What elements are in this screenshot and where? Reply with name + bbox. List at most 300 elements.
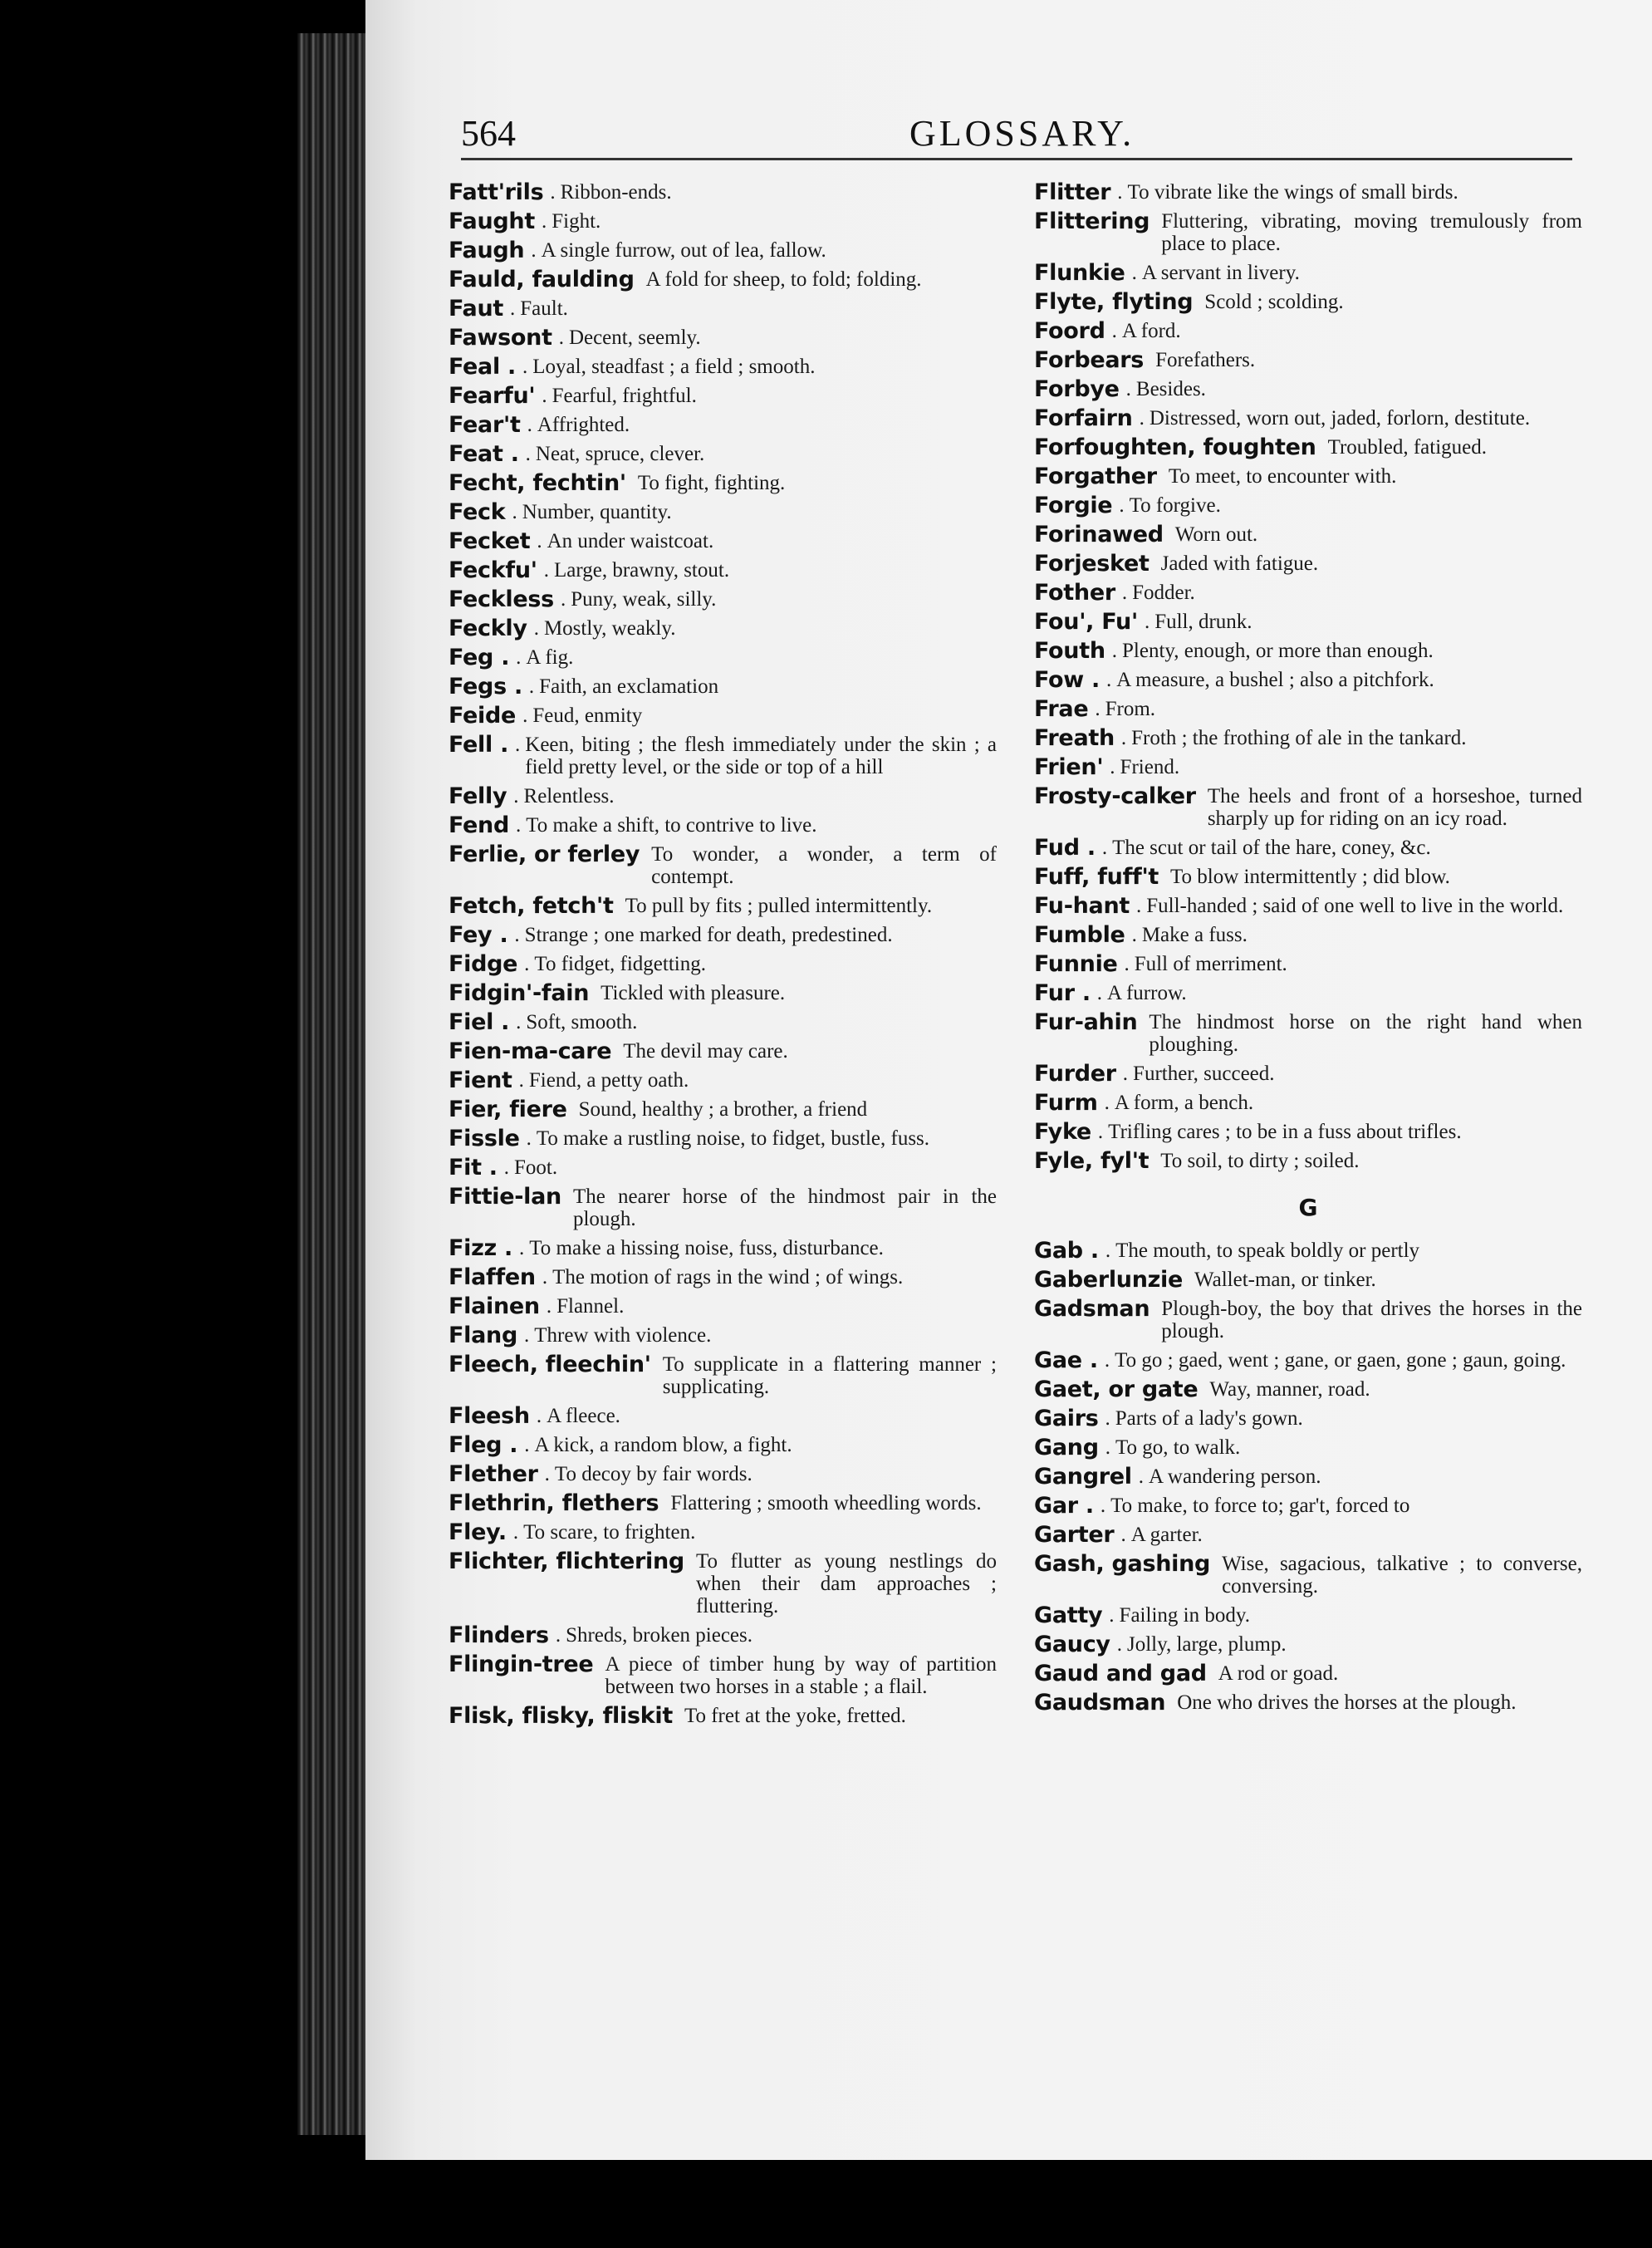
leader-dot: . xyxy=(512,1521,519,1544)
leader-dot: . xyxy=(555,1624,561,1647)
leader-dot: . xyxy=(550,181,556,204)
leader-dot: . xyxy=(510,297,516,320)
headword: Fizz . xyxy=(449,1235,512,1261)
leader-dot: . xyxy=(1125,378,1131,400)
headword: Feck xyxy=(449,499,506,525)
leader-dot: . xyxy=(1101,837,1108,859)
headword: Forfoughten, foughten xyxy=(1034,434,1316,460)
headword: Forgie xyxy=(1034,493,1113,518)
glossary-entry xyxy=(449,239,997,262)
leader-dot: . xyxy=(1111,320,1117,342)
definition: Fodder. xyxy=(1132,582,1195,604)
definition: The hindmost horse on the right hand when ploughing. xyxy=(1149,1011,1582,1056)
leader-dot: . xyxy=(1111,640,1117,662)
headword: Fey . xyxy=(449,922,508,948)
definition: Froth ; the frothing of ale in the tankard. xyxy=(1131,727,1467,749)
definition: To wonder, a wonder, a term of contempt. xyxy=(651,843,997,888)
headword: Forgather xyxy=(1034,464,1157,489)
headword: Gaudsman xyxy=(1034,1690,1166,1715)
leader-dot: . xyxy=(1124,953,1130,975)
leader-dot: . xyxy=(528,675,535,698)
headword: Fiel . xyxy=(449,1009,510,1035)
headword: Flether xyxy=(449,1461,538,1487)
glossary-entry xyxy=(1034,523,1582,546)
glossary-entry xyxy=(1034,1553,1582,1598)
glossary-entry xyxy=(449,1705,997,1727)
headword: Fud . xyxy=(1034,835,1096,861)
glossary-entry xyxy=(1034,866,1582,888)
leader-dot: . xyxy=(527,414,532,436)
leader-dot: . xyxy=(546,1295,552,1318)
headword: Fu-hant xyxy=(1034,893,1130,919)
leader-dot: . xyxy=(524,953,530,975)
headword: Fend xyxy=(449,812,510,838)
headword: Freath xyxy=(1034,725,1115,751)
glossary-entry xyxy=(449,356,997,378)
headword: Flisk, flisky, fliskit xyxy=(449,1703,673,1729)
glossary-entry xyxy=(449,1098,997,1121)
headword: Fient xyxy=(449,1068,512,1093)
headword: Fyle, fyl't xyxy=(1034,1148,1150,1174)
headword: Fittie-lan xyxy=(449,1184,561,1210)
definition: A garter. xyxy=(1130,1524,1203,1546)
leader-dot: . xyxy=(1105,1407,1110,1430)
definition: Fiend, a petty oath. xyxy=(528,1069,689,1092)
glossary-entry xyxy=(1034,436,1582,459)
definition: Parts of a lady's gown. xyxy=(1115,1407,1303,1430)
headword: Felly xyxy=(449,783,507,809)
headword: Fley. xyxy=(449,1519,507,1545)
definition: A rod or goad. xyxy=(1218,1662,1339,1685)
definition: A furrow. xyxy=(1107,982,1187,1004)
glossary-entry xyxy=(1034,1121,1582,1143)
headword: Gaet, or gate xyxy=(1034,1377,1199,1402)
glossary-entry xyxy=(449,501,997,523)
headword: Garter xyxy=(1034,1522,1115,1548)
glossary-entry xyxy=(449,1492,997,1514)
headword: Fleesh xyxy=(449,1403,530,1429)
definition: Foot. xyxy=(514,1156,558,1179)
leader-dot: . xyxy=(537,530,542,552)
definition: Failing in body. xyxy=(1119,1604,1250,1627)
leader-dot: . xyxy=(1119,494,1125,517)
glossary-entry xyxy=(449,895,997,917)
headword: Forfairn xyxy=(1034,405,1133,431)
definition: To soil, to dirty ; soiled. xyxy=(1160,1150,1360,1172)
glossary-entry xyxy=(449,1353,997,1398)
leader-dot: . xyxy=(1121,582,1128,604)
headword: Fuff, fuff't xyxy=(1034,864,1159,890)
glossary-entry xyxy=(1034,1269,1582,1291)
definition: Affrighted. xyxy=(537,414,630,436)
leader-dot: . xyxy=(1104,1092,1110,1114)
headword: Feckless xyxy=(449,587,554,612)
definition: The nearer horse of the hindmost pair in the plough. xyxy=(572,1185,997,1230)
definition: To vibrate like the wings of small birds. xyxy=(1127,181,1458,204)
headword: Forinawed xyxy=(1034,522,1164,547)
definition: To flutter as young nestlings do when their dam approaches ; fluttering. xyxy=(695,1550,997,1617)
leader-dot: . xyxy=(560,588,566,611)
headword: Funnie xyxy=(1034,951,1118,977)
headword: Faugh xyxy=(449,238,525,263)
definition: Ribbon-ends. xyxy=(560,181,672,204)
leader-dot: . xyxy=(1106,669,1112,691)
headword: Flunkie xyxy=(1034,260,1125,286)
glossary-entry xyxy=(1034,837,1582,859)
glossary-entry xyxy=(1034,1239,1582,1262)
definition: To forgive. xyxy=(1129,494,1221,517)
definition: A wandering person. xyxy=(1148,1465,1321,1488)
headword: Fecket xyxy=(449,528,531,554)
headword: Fleech, fleechin' xyxy=(449,1352,651,1377)
headword: Fauld, faulding xyxy=(449,267,635,292)
leader-dot: . xyxy=(543,559,550,582)
glossary-entry xyxy=(1034,378,1582,400)
glossary-entry xyxy=(449,559,997,582)
glossary-entry xyxy=(1034,1298,1582,1342)
glossary-entry xyxy=(449,1237,997,1259)
definition: The mouth, to speak boldly or pertly xyxy=(1115,1239,1420,1262)
glossary-entry xyxy=(1034,1063,1582,1085)
definition: Wallet-man, or tinker. xyxy=(1194,1269,1376,1291)
headword: Gaberlunzie xyxy=(1034,1267,1184,1293)
headword: Flang xyxy=(449,1323,517,1348)
headword: Fetch, fetch't xyxy=(449,893,614,919)
definition: To make a hissing noise, fuss, disturbance. xyxy=(529,1237,884,1259)
leader-dot: . xyxy=(1120,1524,1126,1546)
glossary-entry xyxy=(1034,210,1582,255)
definition: Fight. xyxy=(551,210,601,233)
definition: Jolly, large, plump. xyxy=(1126,1633,1287,1656)
glossary-entry xyxy=(449,1624,997,1647)
headword: Frien' xyxy=(1034,754,1104,780)
definition: Full, drunk. xyxy=(1154,611,1252,633)
definition: Flannel. xyxy=(556,1295,625,1318)
glossary-entry xyxy=(1034,1662,1582,1685)
headword: Gaud and gad xyxy=(1034,1661,1207,1686)
leader-dot: . xyxy=(516,646,522,669)
glossary-entry xyxy=(449,675,997,698)
glossary-entry xyxy=(449,1185,997,1230)
definition: To make, to force to; gar't, forced to xyxy=(1110,1495,1410,1517)
definition: To scare, to frighten. xyxy=(523,1521,696,1544)
glossary-entry xyxy=(1034,1407,1582,1430)
leader-dot: . xyxy=(544,1463,550,1485)
headword: Fear't xyxy=(449,412,521,438)
glossary-entry xyxy=(1034,1378,1582,1401)
definition: Worn out. xyxy=(1174,523,1258,546)
section-letter-g: G xyxy=(1298,1194,1318,1221)
headword: Fyke xyxy=(1034,1119,1091,1145)
glossary-entry xyxy=(449,210,997,233)
leader-dot: . xyxy=(519,1237,525,1259)
leader-dot: . xyxy=(1120,727,1127,749)
leader-dot: . xyxy=(1144,611,1150,633)
headword: Feal . xyxy=(449,354,516,380)
headword: Fur . xyxy=(1034,980,1091,1006)
definition: Troubled, fatigued. xyxy=(1327,436,1488,459)
definition: To blow intermittently ; did blow. xyxy=(1170,866,1450,888)
leader-dot: . xyxy=(523,1324,530,1347)
leader-dot: . xyxy=(536,1405,542,1427)
definition: Puny, weak, silly. xyxy=(571,588,717,611)
glossary-entry xyxy=(1034,953,1582,975)
headword: Feckfu' xyxy=(449,557,537,583)
headword: Furder xyxy=(1034,1061,1116,1087)
headword: Fidge xyxy=(449,951,518,977)
headword: Gang xyxy=(1034,1435,1099,1460)
definition: Neat, spruce, clever. xyxy=(535,443,705,465)
headword: Fleg . xyxy=(449,1432,518,1458)
glossary-entry xyxy=(1034,1604,1582,1627)
glossary-entry xyxy=(1034,407,1582,429)
definition: Shreds, broken pieces. xyxy=(566,1624,753,1647)
definition: A fleece. xyxy=(547,1405,620,1427)
leader-dot: . xyxy=(522,356,528,378)
headword: Fissle xyxy=(449,1126,520,1151)
definition: Plough-boy, the boy that drives the horses in the plough. xyxy=(1161,1298,1582,1342)
glossary-entry xyxy=(1034,1349,1582,1372)
glossary-entry xyxy=(1034,669,1582,691)
glossary-entry xyxy=(1034,320,1582,342)
glossary-entry xyxy=(449,1405,997,1427)
definition: A servant in livery. xyxy=(1141,262,1300,284)
definition: Distressed, worn out, jaded, forlorn, destitute. xyxy=(1149,407,1531,429)
definition: Soft, smooth. xyxy=(526,1011,638,1033)
definition: An under waistcoat. xyxy=(547,530,714,552)
glossary-entry xyxy=(1034,924,1582,946)
definition: Forefathers. xyxy=(1155,349,1256,371)
headword: Fother xyxy=(1034,580,1115,606)
glossary-entry xyxy=(449,1011,997,1033)
headword: Flitter xyxy=(1034,179,1111,205)
leader-dot: . xyxy=(524,1434,530,1456)
definition: Friend. xyxy=(1120,756,1180,778)
glossary-entry xyxy=(449,924,997,946)
definition: Further, succeed. xyxy=(1133,1063,1275,1085)
headword: Forbears xyxy=(1034,347,1145,373)
leader-dot: . xyxy=(542,1266,548,1288)
headword: Feckly xyxy=(449,616,527,641)
headword: Fecht, fechtin' xyxy=(449,470,626,496)
leader-dot: . xyxy=(512,501,517,523)
glossary-entry xyxy=(449,1040,997,1063)
leader-dot: . xyxy=(1122,1063,1129,1085)
glossary-column-left xyxy=(449,181,997,1734)
definition: Faith, an exclamation xyxy=(539,675,719,698)
headword: Foord xyxy=(1034,318,1105,344)
glossary-entry xyxy=(1034,611,1582,633)
glossary-entry xyxy=(449,1434,997,1456)
glossary-entry xyxy=(449,297,997,320)
headword: Flyte, flyting xyxy=(1034,289,1194,315)
headword: Fou', Fu' xyxy=(1034,609,1138,635)
definition: A ford. xyxy=(1121,320,1181,342)
headword: Flittering xyxy=(1034,209,1150,234)
leader-dot: . xyxy=(1097,1121,1104,1143)
headword: Feat . xyxy=(449,441,519,467)
glossary-entry xyxy=(1034,982,1582,1004)
definition: Besides. xyxy=(1135,378,1206,400)
glossary-column-right xyxy=(1034,181,1582,1720)
headword: Forbye xyxy=(1034,376,1120,402)
glossary-entry xyxy=(449,1295,997,1318)
glossary-entry xyxy=(449,181,997,204)
glossary-entry xyxy=(1034,494,1582,517)
headword: Fien-ma-care xyxy=(449,1038,612,1064)
definition: To go ; gaed, went ; gane, or gaen, gone ; gaun, going. xyxy=(1115,1349,1566,1372)
glossary-entry xyxy=(449,734,997,778)
glossary-entry xyxy=(1034,1524,1582,1546)
headword: Frosty-calker xyxy=(1034,783,1196,809)
glossary-entry xyxy=(1034,895,1582,917)
glossary-entry xyxy=(449,814,997,837)
glossary-entry xyxy=(449,646,997,669)
glossary-entry xyxy=(1034,1633,1582,1656)
leader-dot: . xyxy=(1100,1495,1106,1517)
leader-dot: . xyxy=(1139,407,1145,429)
definition: The motion of rags in the wind ; of wings. xyxy=(552,1266,904,1288)
glossary-entry xyxy=(449,326,997,349)
headword: Gar . xyxy=(1034,1493,1094,1519)
headword: Faught xyxy=(449,209,535,234)
leader-dot: . xyxy=(1131,262,1137,284)
definition: From. xyxy=(1105,698,1156,720)
glossary-entry xyxy=(449,1463,997,1485)
book-spine-gutter xyxy=(297,33,374,2135)
leader-dot: . xyxy=(526,1127,532,1150)
leader-dot: . xyxy=(1136,895,1142,917)
definition: Mostly, weakly. xyxy=(543,617,676,640)
glossary-entry xyxy=(449,1156,997,1179)
leader-dot: . xyxy=(1117,181,1123,204)
definition: The scut or tail of the hare, coney, &c. xyxy=(1112,837,1431,859)
headword: Gae . xyxy=(1034,1347,1098,1373)
definition: Make a fuss. xyxy=(1141,924,1248,946)
leader-dot: . xyxy=(1109,1604,1115,1627)
glossary-entry xyxy=(449,268,997,291)
definition: Full-handed ; said of one well to live in the world. xyxy=(1146,895,1564,917)
glossary-entry xyxy=(449,1266,997,1288)
headword: Gab . xyxy=(1034,1238,1099,1264)
definition: Fault. xyxy=(520,297,568,320)
definition: To pull by fits ; pulled intermittently. xyxy=(625,895,933,917)
definition: To fight, fighting. xyxy=(637,472,786,494)
definition: To make a shift, to contrive to live. xyxy=(526,814,817,837)
definition: Full of merriment. xyxy=(1134,953,1287,975)
glossary-entry xyxy=(449,953,997,975)
glossary-entry xyxy=(1034,552,1582,575)
glossary-entry xyxy=(1034,582,1582,604)
page-header xyxy=(461,112,1566,158)
definition: Flattering ; smooth wheedling words. xyxy=(670,1492,982,1514)
leader-dot: . xyxy=(522,704,528,727)
definition: To make a rustling noise, to fidget, bustle, fuss. xyxy=(536,1127,930,1150)
glossary-entry xyxy=(449,1521,997,1544)
leader-dot: . xyxy=(525,443,531,465)
leader-dot: . xyxy=(1105,1436,1110,1459)
headword: Ferlie, or ferley xyxy=(449,842,640,867)
glossary-entry xyxy=(1034,262,1582,284)
glossary-entry xyxy=(1034,349,1582,371)
definition: Fearful, frightful. xyxy=(551,385,697,407)
glossary-entry xyxy=(1034,640,1582,662)
headword: Fumble xyxy=(1034,922,1125,948)
glossary-entry xyxy=(1034,1011,1582,1056)
definition: Sound, healthy ; a brother, a friend xyxy=(578,1098,868,1121)
glossary-entry xyxy=(1034,756,1582,778)
leader-dot: . xyxy=(503,1156,510,1179)
headword: Fatt'rils xyxy=(449,179,544,205)
definition: A measure, a bushel ; also a pitchfork. xyxy=(1116,669,1434,691)
headword: Flinders xyxy=(449,1622,549,1648)
definition: To meet, to encounter with. xyxy=(1168,465,1397,488)
header-rule xyxy=(461,158,1572,160)
leader-dot: . xyxy=(1095,698,1101,720)
headword: Fit . xyxy=(449,1155,498,1180)
leader-dot: . xyxy=(514,924,520,946)
leader-dot: . xyxy=(541,210,547,233)
glossary-entry xyxy=(1034,727,1582,749)
definition: A form, a bench. xyxy=(1114,1092,1254,1114)
definition: Tickled with pleasure. xyxy=(601,982,786,1004)
glossary-entry xyxy=(449,530,997,552)
definition: Large, brawny, stout. xyxy=(554,559,730,582)
definition: Feud, enmity xyxy=(532,704,643,727)
headword: Forjesket xyxy=(1034,551,1150,577)
headword: Flaffen xyxy=(449,1264,536,1290)
definition: Relentless. xyxy=(523,785,615,807)
glossary-entry xyxy=(1034,1150,1582,1172)
leader-dot: . xyxy=(1131,924,1137,946)
glossary-entry xyxy=(1034,1092,1582,1114)
glossary-entry xyxy=(1034,785,1582,830)
headword: Gairs xyxy=(1034,1406,1099,1431)
headword: Fouth xyxy=(1034,638,1105,664)
definition: A single furrow, out of lea, fallow. xyxy=(541,239,826,262)
glossary-f-entries xyxy=(1034,181,1582,1172)
glossary-entry xyxy=(449,1550,997,1617)
glossary-entry xyxy=(449,1653,997,1698)
page-title: GLOSSARY. xyxy=(909,113,1135,154)
leader-dot: . xyxy=(1138,1465,1144,1488)
headword: Flethrin, flethers xyxy=(449,1490,659,1516)
headword: Flichter, flichtering xyxy=(449,1549,684,1574)
definition: A piece of timber hung by way of partition between two horses in a stable ; a flail. xyxy=(605,1653,997,1698)
leader-dot: . xyxy=(1110,756,1115,778)
leader-dot: . xyxy=(515,734,521,756)
glossary-entry xyxy=(449,982,997,1004)
headword: Fearfu' xyxy=(449,383,536,409)
headword: Fawsont xyxy=(449,325,552,351)
definition: Decent, seemly. xyxy=(568,326,701,349)
headword: Fur-ahin xyxy=(1034,1009,1138,1035)
headword: Flainen xyxy=(449,1293,540,1319)
definition: A fig. xyxy=(526,646,574,669)
glossary-entry xyxy=(1034,1436,1582,1459)
definition: Number, quantity. xyxy=(522,501,672,523)
definition: Way, manner, road. xyxy=(1209,1378,1370,1401)
glossary-entry xyxy=(449,617,997,640)
leader-dot: . xyxy=(558,326,564,349)
definition: To fidget, fidgetting. xyxy=(534,953,706,975)
definition: One who drives the horses at the plough. xyxy=(1177,1691,1517,1714)
definition: Threw with violence. xyxy=(534,1324,712,1347)
glossary-entry xyxy=(449,472,997,494)
headword: Fidgin'-fain xyxy=(449,980,590,1006)
glossary-entry xyxy=(1034,465,1582,488)
definition: To decoy by fair words. xyxy=(554,1463,752,1485)
